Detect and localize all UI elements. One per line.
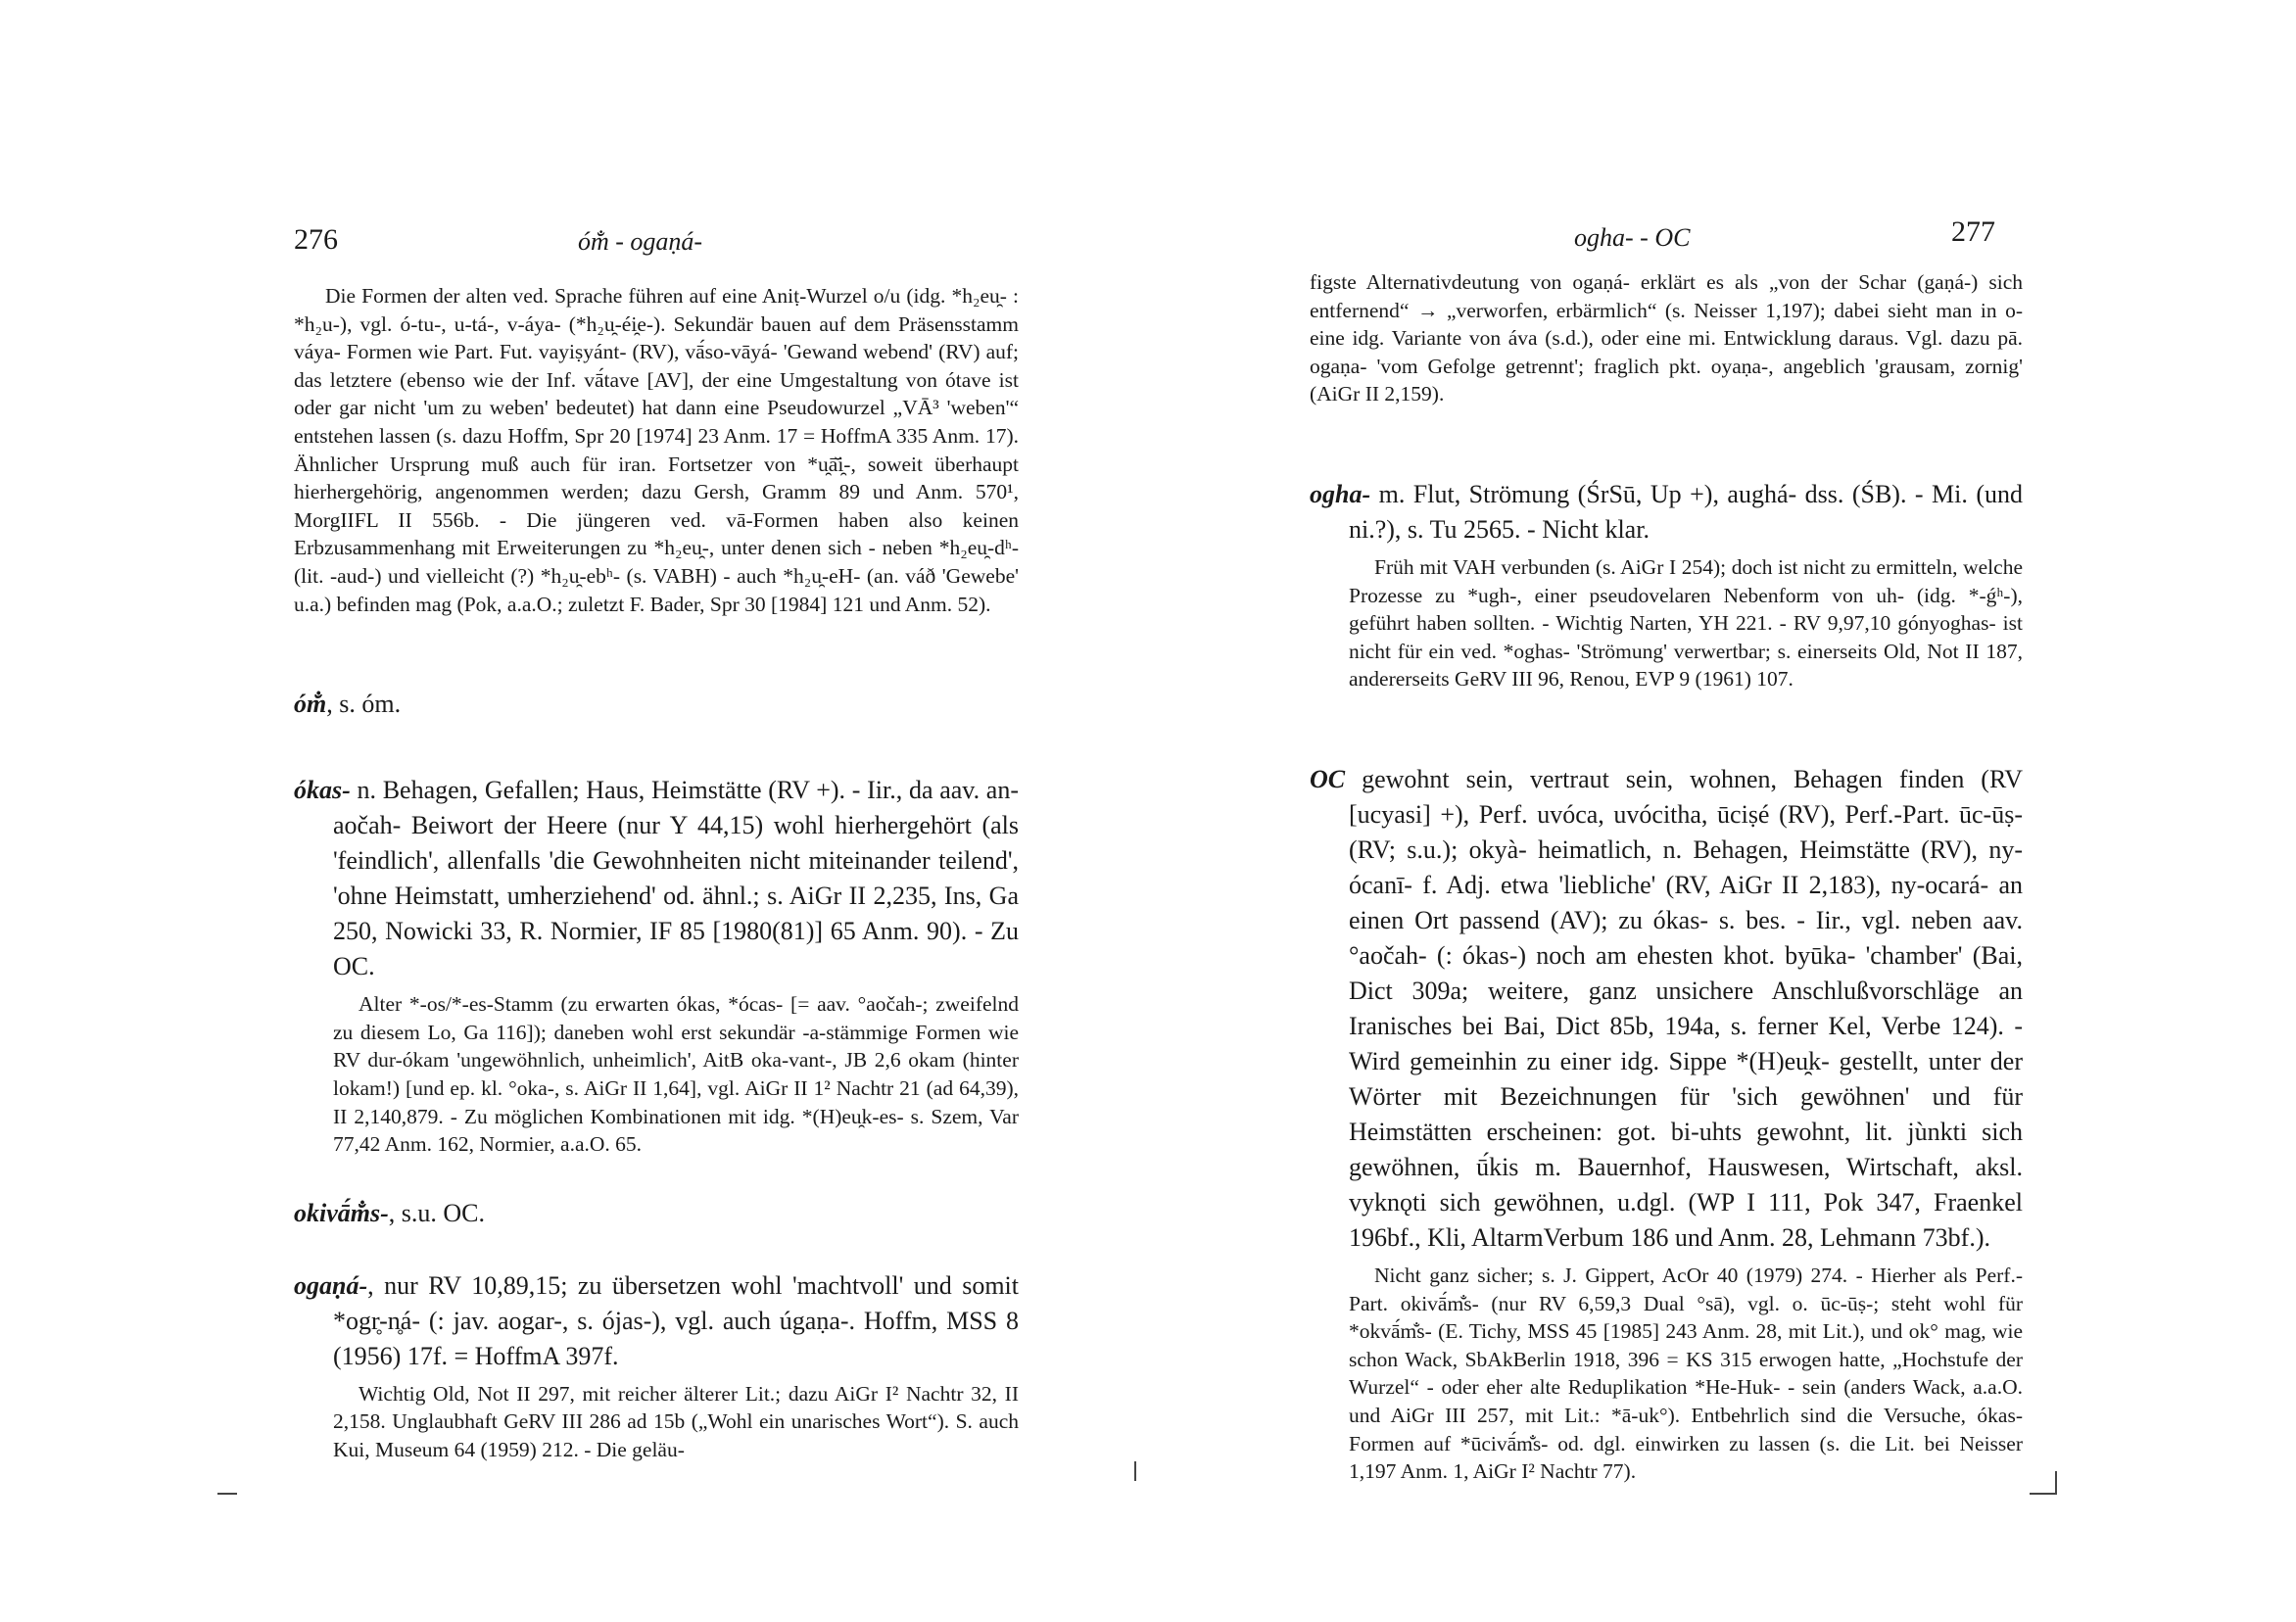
page-number: 277 <box>1951 215 1995 248</box>
gutter-mark <box>1134 1461 1136 1481</box>
page-number: 276 <box>294 223 338 256</box>
entry-lemma: ogha- <box>1310 479 1371 508</box>
entry-lemma: ókas- <box>294 776 351 805</box>
entry-text: , nur RV 10,89,15; zu übersetzen wohl 'machtvoll' und somit *ogr̥-n̥á- (: jav. aogar-, s. ójas-), vgl. auch úgaṇa-. Hoffm, MSS 8 (1956) 17f. = HoffmA 397f. <box>333 1270 1019 1370</box>
entry-okivams <box>294 1196 1019 1231</box>
entry-text: , s. óm. <box>326 690 402 719</box>
continuation-paragraph: figste Alternativdeutung von ogaṇá- erklärt es als „von der Schar (gaṇá-) sich entfernend“ → „verworfen, erbärmlich“ (s. Neisser 1,197); dabei sieht man in o- eine idg. Variante von áva (s.d.), oder eine mi. Entwicklung daraus. Vgl. dazu pā. ogaṇa- 'vom Gefolge getrennt'; fraglich pkt. oyaṇa-, angeblich 'grausam, zornig' (AiGr II 2,159). <box>1310 270 2023 406</box>
entry-note: Früh mit VAH verbunden (s. AiGr I 254); doch ist nicht zu ermitteln, welche Prozesse zu *ugh-, einer pseudovelaren Nebenform von uh- (idg. *-ǵʰ-), geführt haben sollten. - Wichtig Narten, YH 221. - RV 9,97,10 gónyoghas- ist nicht für ein ved. *oghas- 'Strömung' verwertbar; s. einerseits Old, Not II 187, andererseits GeRV III 96, Renou, EVP 9 (1961) 107. <box>1349 554 2023 692</box>
entry-text: n. Behagen, Gefallen; Haus, Heimstätte (RV +). - Iir., da aav. an-aočah- Beiwort der Heere (nur Y 44,15) wohl hierhergehört (als 'feindlich', allenfalls 'die Gewohnheiten nicht miteinander teilend', 'ohne Heimstatt, umherziehend' od. ähnl.; s. AiGr II 2,235, Ins, Ga 250, Nowicki 33, R. Normier, IF 85 [1980(81)] 65 Anm. 90). - Zu OC. <box>333 776 1019 981</box>
entry-lemma: OC <box>1310 764 1346 793</box>
right-column <box>1310 268 2023 1486</box>
entry-ogana <box>294 1268 1019 1374</box>
entry-note: Nicht ganz sicher; s. J. Gippert, AcOr 40 (1979) 274. - Hierher als Perf.-Part. okivā́m̐s- (nur RV 6,59,3 Dual °sā), vgl. o. ūc-ūṣ-; steht wohl für *okvā́m̐s- (E. Tichy, MSS 45 [1985] 243 Anm. 28, mit Lit.), und ok° mag, wie schon Wack, SbAkBerlin 1918, 396 = KS 315 erwogen hatte, „Hochstufe der Wurzel“ - oder eher alte Reduplikation *He-Huk- - sein (anders Wack, a.a.O. und AiGr III 257, mit Lit.: *ā-uk°). Entbehrlich sind die Versuche, ókas-Formen auf *ūcivā́m̐s- od. dgl. einwirken zu lassen (s. die Lit. bei Neisser 1,197 Anm. 1, AiGr I² Nachtr 77). <box>1349 1263 2023 1484</box>
entry-lemma: okivā́m̐s- <box>294 1198 389 1227</box>
entry-note: Alter *-os/*-es-Stamm (zu erwarten ókas, *ócas- [= aav. °aočah-; zweifelnd zu diesem Lo, Ga 116]); daneben wohl erst sekundär -a-stämmige Formen wie RV dur-ókam 'ungewöhnlich, unheimlich', AitB oka-vant-, JB 2,6 okam (hinter lokam!) [und ep. kl. °oka-, s. AiGr II 1,64], vgl. AiGr II 1² Nachtr 21 (ad 64,39), II 2,140,879. - Zu möglichen Kombinationen mit idg. *(H)eu̯k-es- s. Szem, Var 77,42 Anm. 162, Normier, a.a.O. 65. <box>333 992 1019 1157</box>
running-head: ogha- - OC <box>1574 223 1691 252</box>
entry-lemma: ogaṇá- <box>294 1270 368 1300</box>
entry-text: , s.u. OC. <box>388 1198 486 1227</box>
entry-om <box>294 687 1019 722</box>
entry-note: Wichtig Old, Not II 297, mit reicher älterer Lit.; dazu AiGr I² Nachtr 32, II 2,158. Unglaubhaft GeRV III 286 ad 15b („Wohl ein unarisches Wort“). S. auch Kui, Museum 64 (1959) 212. - Die geläu- <box>333 1381 1019 1461</box>
crop-mark <box>2030 1493 2057 1495</box>
right-page <box>1148 0 2296 1622</box>
entry-okas <box>294 773 1019 984</box>
crop-mark <box>2055 1471 2057 1493</box>
left-column <box>294 282 1019 1463</box>
running-head: óm̐ - ogaṇá- <box>578 227 703 256</box>
crop-mark <box>217 1493 237 1495</box>
entry-oc <box>1310 762 2023 1256</box>
entry-lemma: óm̐ <box>294 690 327 719</box>
continuation-paragraph: Die Formen der alten ved. Sprache führen auf eine Aniṭ-Wurzel o/u (idg. *h₂eu̯- : *h₂u-), vgl. ó-tu-, u-tá-, v-áya- (*h₂u̯-éi̯e-). Sekundär bauen auf dem Präsensstamm váya- Formen wie Part. Fut. vayiṣyánt- (RV), vā́so-vāyá- 'Gewand webend' (RV) auf; das letztere (ebenso wie der Inf. vā́tave [AV], der eine Umgestaltung von ótave ist oder gar nicht 'um zu weben' bedeutet) hat dann eine Pseudowurzel „VĀ³ 'weben'“ entstehen lassen (s. dazu Hoffm, Spr 20 [1974] 23 Anm. 17 = HoffmA 335 Anm. 17). Ähnlicher Ursprung muß auch für iran. Fortsetzer von *u̯ā̆i̯-, soweit überhaupt hierhergehörig, angenommen werden; dazu Gersh, Gramm 89 und Anm. 570¹, MorgIIFL II 556b. - Die jüngeren ved. vā-Formen haben also keinen Erbzusammenhang mit Erweiterungen zu *h₂eu̯-, unter denen sich - neben *h₂eu̯-dʰ- (lit. -aud-) und vielleicht (?) *h₂u̯-ebʰ- (s. VABH) - auch *h₂u̯-eH- (an. váð 'Gewebe' u.a.) befinden mag (Pok, a.a.O.; zuletzt F. Bader, Spr 30 [1984] 121 und Anm. 52). <box>294 284 1019 616</box>
entry-ogha <box>1310 477 2023 548</box>
entry-text: gewohnt sein, vertraut sein, wohnen, Behagen finden (RV [ucyasi] +), Perf. uvóca, uvócitha, ūciṣé (RV), Perf.-Part. ūc-ūṣ- (RV; s.u.); okyà- heimatlich, n. Behagen, Heimstätte (RV), ny-ócanī- f. Adj. etwa 'liebliche' (RV, AiGr II 2,183), ny-ocará- an einen Ort passend (AV); zu ókas- s. bes. - Iir., vgl. neben aav. °aočah- (: ókas-) noch am ehesten khot. byūka- 'chamber' (Bai, Dict 309a; weitere, ganz unsichere Anschlußvorschläge an Iranisches bei Bai, Dict 85b, 194a, s. ferner Kel, Verbe 124). - Wird gemeinhin zu einer idg. Sippe *(H)eu̯k- gestellt, unter der Wörter mit Bezeichnungen für 'sich gewöhnen' und für Heimstätten erscheinen: got. bi-uhts gewohnt, lit. jùnkti sich gewöhnen, ū́kis m. Bauernhof, Hauswesen, Wirtschaft, aksl. vyknǫti sich gewöhnen, u.dgl. (WP I 111, Pok 347, Fraenkel 196bf., Kli, AltarmVerbum 186 und Anm. 28, Lehmann 73bf.). <box>1345 764 2023 1252</box>
entry-text: m. Flut, Strömung (ŚrSū, Up +), aughá- dss. (ŚB). - Mi. (und ni.?), s. Tu 2565. - Nicht klar. <box>1349 479 2023 544</box>
